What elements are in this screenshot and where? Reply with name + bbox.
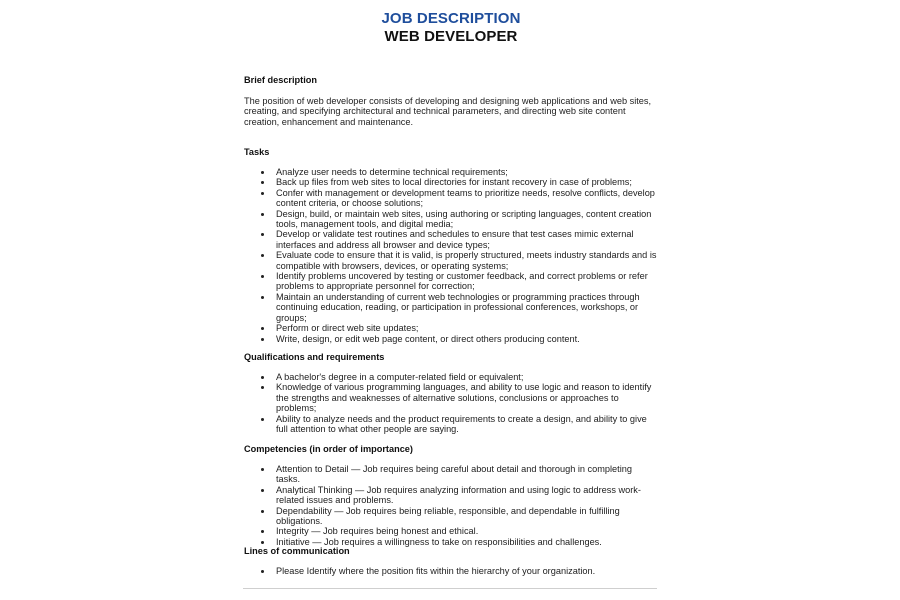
bullet-icon bbox=[261, 489, 264, 492]
page-bottom-divider bbox=[243, 588, 657, 589]
document-title-block bbox=[244, 10, 658, 46]
list-item: Develop or validate test routines and schedules to ensure that test cases mimic external interfaces and address all browser and device types; bbox=[244, 229, 658, 250]
list-item: Initiative — Job requires a willingness to take on responsibilities and challenges. bbox=[244, 537, 658, 547]
list-item: Attention to Detail — Job requires being careful about detail and thorough in completing tasks. bbox=[244, 464, 658, 485]
bullet-icon bbox=[261, 327, 264, 330]
tasks-list bbox=[244, 167, 658, 344]
document-subtitle: WEB DEVELOPER bbox=[384, 28, 518, 45]
bullet-icon bbox=[261, 275, 264, 278]
bullet-icon bbox=[261, 570, 264, 573]
communication-list bbox=[244, 566, 658, 576]
section-heading: Brief description bbox=[244, 75, 318, 85]
list-item: Confer with management or development teams to prioritize needs, resolve conflicts, develop content criteria, or choose solutions; bbox=[244, 188, 658, 209]
list-item: Knowledge of various programming languages, and ability to use logic and reason to identify the strengths and weaknesses of alternative solutions, conclusions or approaches to problems; bbox=[244, 382, 658, 413]
list-item: Ability to analyze needs and the product requirements to create a design, and ability to give full attention to what other people are saying. bbox=[244, 414, 658, 435]
section-competencies bbox=[244, 444, 658, 547]
competencies-list bbox=[244, 464, 658, 547]
list-item: Integrity — Job requires being honest and ethical. bbox=[244, 526, 658, 536]
list-item: Write, design, or edit web page content, or direct others producing content. bbox=[244, 334, 658, 344]
list-item: Design, build, or maintain web sites, using authoring or scripting languages, content creation tools, management tools, and digital media; bbox=[244, 209, 658, 230]
section-brief-description bbox=[244, 75, 658, 127]
list-item: A bachelor's degree in a computer-related field or equivalent; bbox=[244, 372, 658, 382]
list-item: Identify problems uncovered by testing or customer feedback, and correct problems or refer problems to appropriate personnel for correction; bbox=[244, 271, 658, 292]
list-item: Back up files from web sites to local directories for instant recovery in case of problems; bbox=[244, 177, 658, 187]
list-item: Analytical Thinking — Job requires analyzing information and using logic to address work-related issues and problems. bbox=[244, 485, 658, 506]
bullet-icon bbox=[261, 181, 264, 184]
bullet-icon bbox=[261, 418, 264, 421]
bullet-icon bbox=[261, 541, 264, 544]
bullet-icon bbox=[261, 213, 264, 216]
brief-description-text: The position of web developer consists of developing and designing web applications and web sites, creating, and specifying architectural and technical parameters, and directing web site content creation, enhancement and maintenance. bbox=[244, 96, 652, 127]
bullet-icon bbox=[261, 530, 264, 533]
section-heading: Tasks bbox=[244, 147, 270, 157]
list-item: Perform or direct web site updates; bbox=[244, 323, 658, 333]
bullet-icon bbox=[261, 386, 264, 389]
bullet-icon bbox=[261, 510, 264, 513]
bullet-icon bbox=[261, 376, 264, 379]
qualifications-list bbox=[244, 372, 658, 434]
bullet-icon bbox=[261, 233, 264, 236]
list-item: Evaluate code to ensure that it is valid, is properly structured, meets industry standards and is compatible with browsers, devices, or operating systems; bbox=[244, 250, 658, 271]
document-title: JOB DESCRIPTION bbox=[381, 10, 521, 27]
section-heading: Competencies (in order of importance) bbox=[244, 444, 413, 454]
list-item: Dependability — Job requires being reliable, responsible, and dependable in fulfilling obligations. bbox=[244, 506, 658, 527]
bullet-icon bbox=[261, 254, 264, 257]
section-qualifications bbox=[244, 352, 658, 434]
bullet-icon bbox=[261, 171, 264, 174]
section-heading: Lines of communication bbox=[244, 546, 350, 556]
list-item: Analyze user needs to determine technical requirements; bbox=[244, 167, 658, 177]
bullet-icon bbox=[261, 468, 264, 471]
list-item: Please Identify where the position fits within the hierarchy of your organization. bbox=[244, 566, 658, 576]
list-item: Maintain an understanding of current web technologies or programming practices through continuing education, reading, or participation in professional conferences, workshops, or groups; bbox=[244, 292, 658, 323]
bullet-icon bbox=[261, 338, 264, 341]
section-tasks bbox=[244, 147, 658, 344]
section-lines-of-communication bbox=[244, 546, 658, 576]
bullet-icon bbox=[261, 192, 264, 195]
bullet-icon bbox=[261, 296, 264, 299]
section-heading: Qualifications and requirements bbox=[244, 352, 385, 362]
